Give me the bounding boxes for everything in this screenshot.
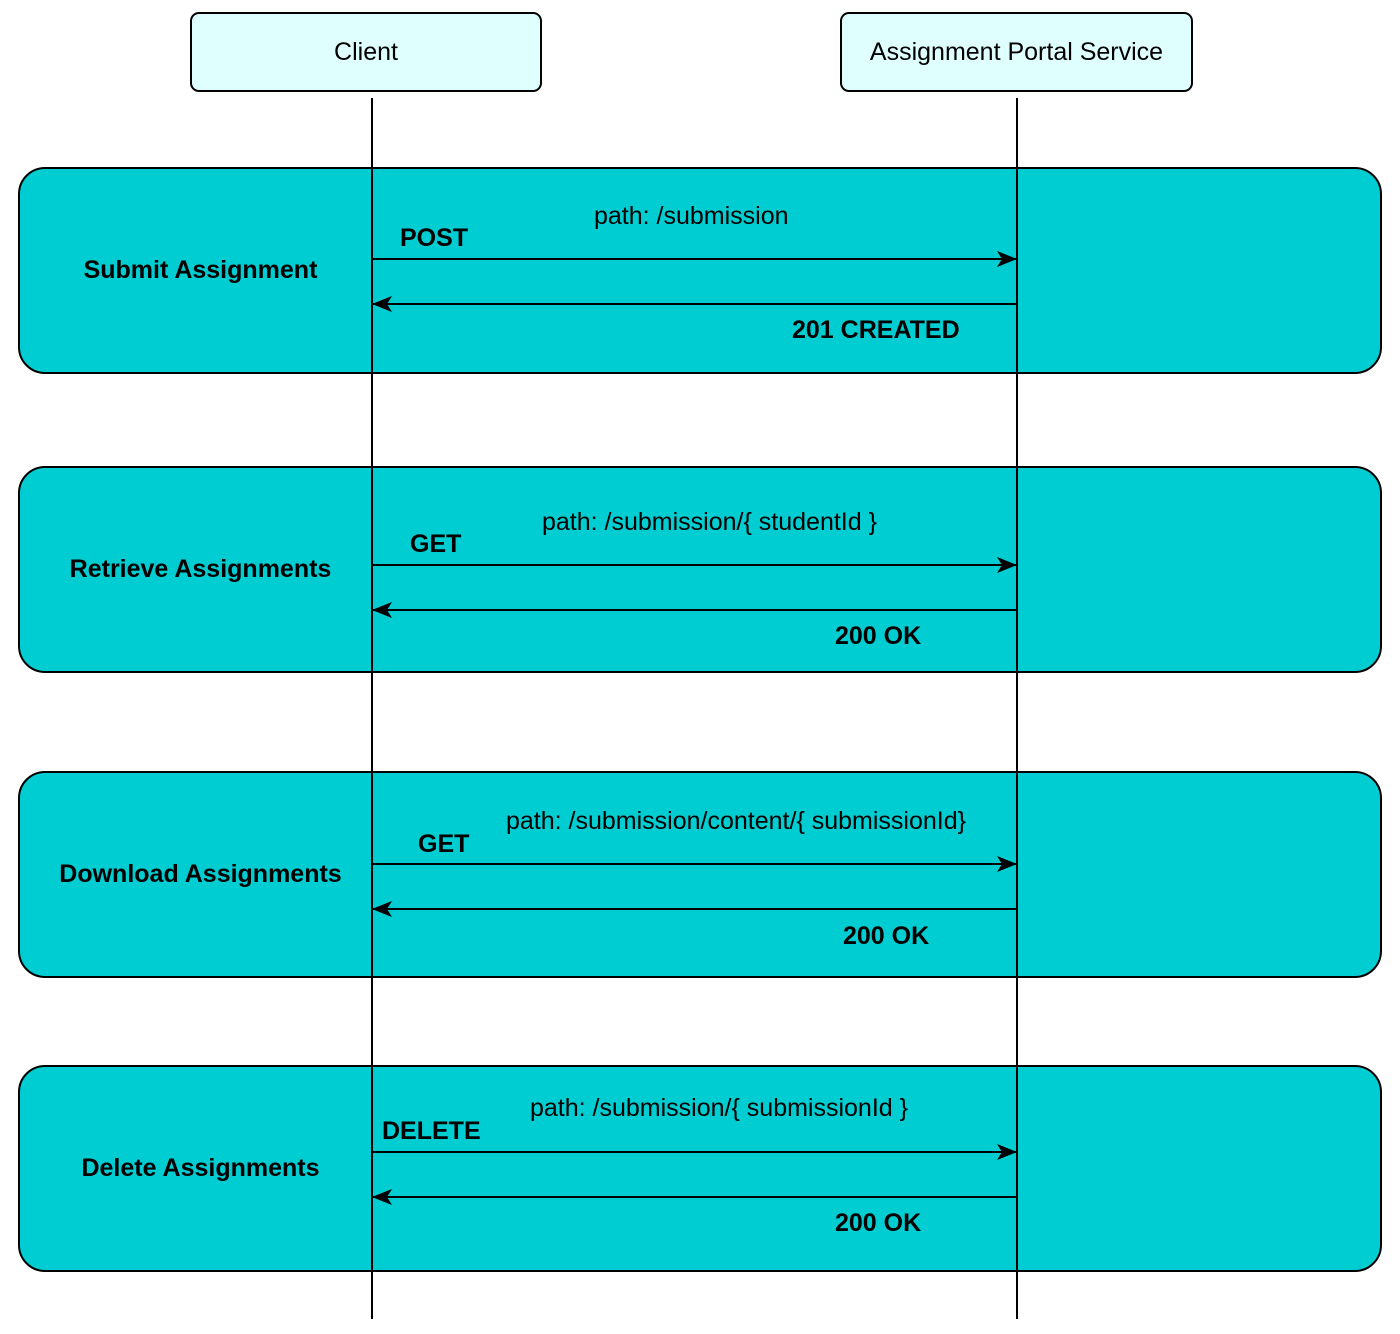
method-label: GET bbox=[418, 830, 470, 858]
path-label: path: /submission/{ studentId } bbox=[542, 508, 877, 536]
participant-service: Assignment Portal Service bbox=[840, 12, 1193, 92]
group-title: Submit Assignment bbox=[83, 256, 318, 284]
group-title: Retrieve Assignments bbox=[69, 555, 332, 583]
participant-client: Client bbox=[190, 12, 542, 92]
group-title: Delete Assignments bbox=[81, 1154, 320, 1182]
response-label: 200 OK bbox=[835, 1209, 922, 1237]
path-label: path: /submission bbox=[594, 202, 789, 230]
method-label: GET bbox=[410, 530, 462, 558]
response-label: 200 OK bbox=[843, 922, 930, 950]
method-label: DELETE bbox=[382, 1117, 481, 1145]
method-label: POST bbox=[400, 224, 469, 252]
path-label: path: /submission/{ submissionId } bbox=[530, 1094, 908, 1122]
response-label: 200 OK bbox=[835, 622, 922, 650]
path-label: path: /submission/content/{ submissionId} bbox=[506, 807, 966, 835]
group-title: Download Assignments bbox=[59, 860, 342, 888]
response-label: 201 CREATED bbox=[792, 316, 960, 344]
